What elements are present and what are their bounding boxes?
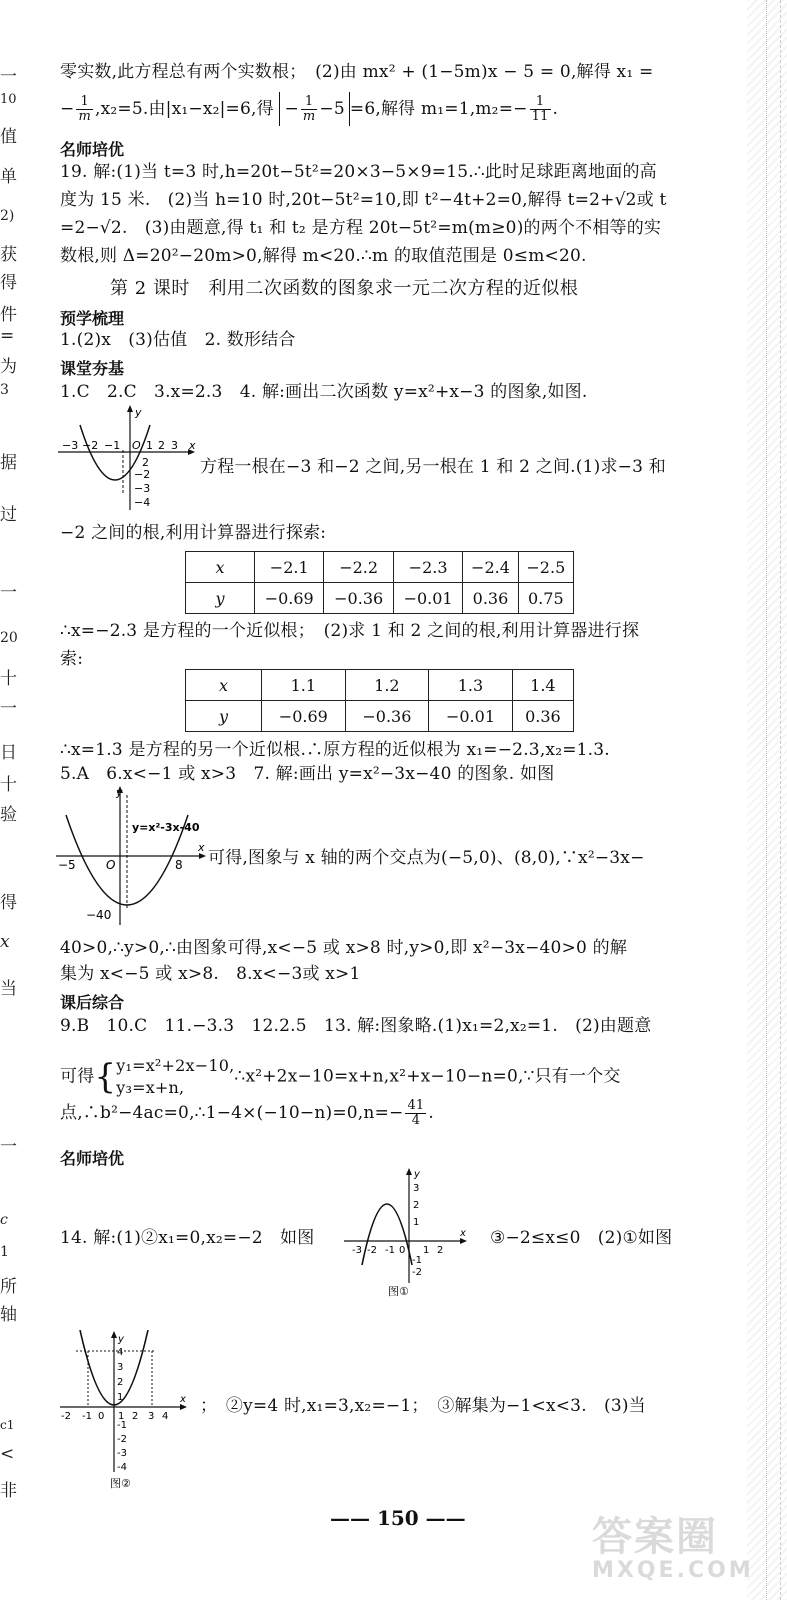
svg-text:图②: 图② xyxy=(110,1477,131,1490)
parabola-graph-fig1 xyxy=(340,1165,470,1300)
text-fragment: − xyxy=(60,99,75,119)
svg-text:-4: -4 xyxy=(117,1462,127,1473)
svg-text:-2: -2 xyxy=(412,1267,422,1278)
svg-text:y=x²-3x-40: y=x²-3x-40 xyxy=(132,821,200,834)
text-line: 度为 15 米. (2)当 h=10 时,20t−5t²=10,即 t²−4t+2=0,解得 t=2+√2或 t xyxy=(60,190,667,210)
parabola-graph-2 xyxy=(56,785,208,927)
margin-char: 件 xyxy=(0,305,17,325)
abs-value: − $\frac{1}{m}$ −5 xyxy=(279,92,349,126)
y-axis-arrow xyxy=(127,405,133,412)
text-line: 19. 解:(1)当 t=3 时,h=20t−5t²=20×3−5×9=15.∴此时足球距离地面的高 xyxy=(60,162,657,182)
calc-table-2 xyxy=(185,669,574,732)
table-row: x −2.1 −2.2 −2.3 −2.4 −2.5 xyxy=(186,552,574,583)
svg-text:2: 2 xyxy=(158,439,165,452)
margin-char: 过 xyxy=(0,505,17,525)
margin-char: 3 xyxy=(0,382,9,398)
text-line: ∴x=−2.3 是方程的一个近似根； (2)求 1 和 2 之间的根,利用计算器进行探 xyxy=(60,621,640,641)
svg-text:0: 0 xyxy=(399,1245,406,1256)
watermark-logo xyxy=(592,1515,752,1585)
svg-text:y: y xyxy=(414,1169,420,1180)
margin-char: c1 xyxy=(0,1418,15,1432)
margin-char: < xyxy=(0,1444,15,1464)
brace: { xyxy=(94,1057,117,1097)
svg-text:y: y xyxy=(118,1334,124,1345)
svg-text:-2: -2 xyxy=(61,1411,71,1422)
text-line: 40>0,∴y>0,∴由图象可得,x<−5 或 x>8 时,y>0,即 x²−3x−40>0 的解 xyxy=(60,938,628,958)
page-number: —— 150 —— xyxy=(330,1506,466,1530)
svg-text:O: O xyxy=(106,858,116,872)
edge-line xyxy=(766,0,767,1600)
text-line: ； ②y=4 时,x₁=3,x₂=−1； ③解集为−1<x<3. (3)当 xyxy=(200,1396,646,1416)
text-line: 9.B 10.C 11.−3.3 12.2.5 13. 解:图象略.(1)x₁=2,x₂=1. (2)由题意 xyxy=(60,1016,652,1036)
svg-text:x: x xyxy=(198,841,205,854)
svg-text:-1: -1 xyxy=(385,1245,395,1256)
margin-char: c xyxy=(0,1212,8,1228)
margin-char: 日 xyxy=(0,743,17,763)
margin-char: 验 xyxy=(0,805,17,825)
calc-table-1 xyxy=(185,551,574,614)
svg-text:x: x xyxy=(189,439,196,452)
text-line: ③−2≤x≤0 (2)①如图 xyxy=(490,1228,673,1248)
svg-text:-1: -1 xyxy=(412,1255,422,1266)
svg-text:8: 8 xyxy=(175,858,183,872)
text-fragment: ∴x²+2x−10=x+n,x²+x−10−n=0,∵只有一个交 xyxy=(234,1066,621,1087)
table-row: y −0.69 −0.36 −0.01 0.36 xyxy=(186,701,574,732)
lesson-title: 第 2 课时 利用二次函数的图象求一元二次方程的近似根 xyxy=(110,278,579,299)
left-margin-fragments xyxy=(0,0,22,1600)
watermark-url: MXQE.COM xyxy=(592,1558,754,1583)
svg-text:-1: -1 xyxy=(117,1420,127,1431)
svg-text:-2: -2 xyxy=(367,1245,377,1256)
text-line: =2−√2. (3)由题意,得 t₁ 和 t₂ 是方程 20t−5t²=m(m≥0)的两个不相等的实 xyxy=(60,218,662,238)
svg-text:−4: −4 xyxy=(134,496,151,509)
table-row: x 1.1 1.2 1.3 1.4 xyxy=(186,670,574,701)
margin-char: 1 xyxy=(0,1244,9,1260)
svg-text:2: 2 xyxy=(142,456,149,469)
margin-char: 轴 xyxy=(0,1305,17,1325)
text-fragment: =6,解得 m₁=1,m₂=− xyxy=(349,99,528,119)
margin-char: x xyxy=(0,932,10,952)
page-edge-texture xyxy=(747,0,787,1600)
parabola-graph-1 xyxy=(58,405,198,515)
svg-text:2: 2 xyxy=(117,1377,124,1388)
margin-char: 一 xyxy=(0,67,17,87)
svg-text:-3: -3 xyxy=(352,1245,362,1256)
equation-system: y₁=x²+2x−10, y₃=x+n, xyxy=(116,1056,235,1097)
text-line: 零实数,此方程总有两个实数根； (2)由 mx² + (1−5m)x − 5 = 0,解得 x₁ = xyxy=(60,62,654,82)
margin-char: 十 xyxy=(0,775,17,795)
margin-char: 当 xyxy=(0,979,17,999)
section-heading: 课后综合 xyxy=(60,993,125,1012)
margin-char: 一 xyxy=(0,1137,17,1157)
text-line: 方程一根在−3 和−2 之间,另一根在 1 和 2 之间.(1)求−3 和 xyxy=(200,457,666,477)
y-axis-arrow xyxy=(406,1168,412,1175)
margin-char: 得 xyxy=(0,893,17,913)
margin-char: 所 xyxy=(0,1277,17,1297)
svg-text:4: 4 xyxy=(117,1347,124,1358)
margin-char: 得 xyxy=(0,273,17,293)
svg-text:2: 2 xyxy=(437,1245,444,1256)
svg-text:−5: −5 xyxy=(58,858,76,872)
y-axis-arrow xyxy=(111,1331,117,1338)
margin-char: 十 xyxy=(0,669,17,689)
section-heading: 名师培优 xyxy=(60,140,125,159)
margin-char: 20 xyxy=(0,630,18,646)
fraction: $\frac{41}{4}$ xyxy=(407,1098,425,1128)
text-line: 14. 解:(1)②x₁=0,x₂=−2 如图 xyxy=(60,1228,315,1248)
watermark-title: 答案圈 xyxy=(592,1514,718,1560)
parabola-graph-fig2 xyxy=(56,1330,196,1490)
fraction: $\frac{1}{m}$ xyxy=(302,94,316,124)
margin-char: 一 xyxy=(0,583,17,603)
svg-text:y: y xyxy=(135,406,142,419)
text-line: 5.A 6.x<−1 或 x>3 7. 解:画出 y=x²−3x−40 的图象. 如图 xyxy=(60,764,555,784)
svg-text:2: 2 xyxy=(413,1200,420,1211)
text-line-fraction: 点,∴b²−4ac=0,∴1−4×(−10−n)=0,n=− $\frac{41}{4}$ . xyxy=(60,1098,435,1128)
svg-text:y: y xyxy=(116,786,123,799)
text-line-system xyxy=(60,1055,621,1099)
margin-char: = xyxy=(0,326,15,346)
text-line: −2 之间的根,利用计算器进行探索: xyxy=(60,523,327,543)
margin-char: 据 xyxy=(0,453,17,473)
text-fragment: 点,∴b²−4ac=0,∴1−4×(−10−n)=0,n=− xyxy=(60,1103,404,1123)
svg-text:−1: −1 xyxy=(104,439,121,452)
text-line: 1.(2)x (3)估值 2. 数形结合 xyxy=(60,330,296,350)
svg-text:1: 1 xyxy=(146,439,153,452)
svg-text:-2: -2 xyxy=(117,1434,127,1445)
svg-text:3: 3 xyxy=(413,1183,420,1194)
text-fragment: 可得 xyxy=(60,1066,95,1087)
margin-char: 2) xyxy=(0,208,15,224)
svg-text:−3: −3 xyxy=(134,482,151,495)
edge-dash xyxy=(780,0,781,1600)
text-line: 集为 x<−5 或 x>8. 8.x<−3或 x>1 xyxy=(60,964,361,984)
svg-text:−40: −40 xyxy=(86,908,112,922)
svg-text:3: 3 xyxy=(171,439,178,452)
fraction: $\frac{1}{m}$ xyxy=(78,94,91,124)
svg-text:1: 1 xyxy=(423,1245,430,1256)
section-heading: 名师培优 xyxy=(60,1149,125,1168)
svg-text:1: 1 xyxy=(117,1392,124,1403)
section-heading: 预学梳理 xyxy=(60,309,125,328)
text-line: ∴x=1.3 是方程的另一个近似根.∴原方程的近似根为 x₁=−2.3,x₂=1.3. xyxy=(60,740,610,760)
svg-text:4: 4 xyxy=(162,1411,169,1422)
margin-char: 单 xyxy=(0,167,17,187)
svg-text:3: 3 xyxy=(117,1362,124,1373)
text-line-fractions: − $\frac{1}{m}$ ,x₂=5.由|x₁−x₂|=6,得 − $\frac{1}{m}$ −5 =6,解得 m₁=1,m₂=− $\frac{1}{11}$ . xyxy=(60,94,559,124)
svg-text:−2: −2 xyxy=(82,439,99,452)
text-line: 可得,图象与 x 轴的两个交点为(−5,0)、(8,0),∵x²−3x− xyxy=(208,848,645,868)
margin-char: 为 xyxy=(0,357,17,377)
svg-text:−3: −3 xyxy=(62,439,79,452)
svg-text:3: 3 xyxy=(148,1411,155,1422)
svg-text:O: O xyxy=(132,439,141,452)
svg-text:1: 1 xyxy=(413,1217,420,1228)
margin-char: 获 xyxy=(0,245,17,265)
svg-text:-3: -3 xyxy=(117,1448,127,1459)
svg-text:图①: 图① xyxy=(388,1285,409,1298)
text-line: 1.C 2.C 3.x=2.3 4. 解:画出二次函数 y=x²+x−3 的图象,如图. xyxy=(60,382,588,402)
fraction: $\frac{1}{11}$ xyxy=(531,94,549,124)
margin-char: 非 xyxy=(0,1481,17,1501)
text-line: 数根,则 Δ=20²−20m>0,解得 m<20.∴m 的取值范围是 0≤m<20. xyxy=(60,246,587,266)
svg-text:1: 1 xyxy=(118,1411,125,1422)
text-fragment: ,x₂=5.由|x₁−x₂|=6,得 xyxy=(94,99,274,119)
margin-char: 值 xyxy=(0,127,17,147)
svg-text:2: 2 xyxy=(132,1411,139,1422)
section-heading: 课堂夯基 xyxy=(60,359,125,378)
svg-text:−2: −2 xyxy=(134,468,151,481)
svg-text:0: 0 xyxy=(98,1411,105,1422)
svg-text:-1: -1 xyxy=(82,1411,92,1422)
text-line: 索: xyxy=(60,649,84,669)
svg-text:x: x xyxy=(460,1228,466,1239)
table-row: y −0.69 −0.36 −0.01 0.36 0.75 xyxy=(186,583,574,614)
margin-char: 一 xyxy=(0,699,17,719)
margin-char: 10 xyxy=(0,92,17,107)
svg-text:x: x xyxy=(180,1394,186,1405)
